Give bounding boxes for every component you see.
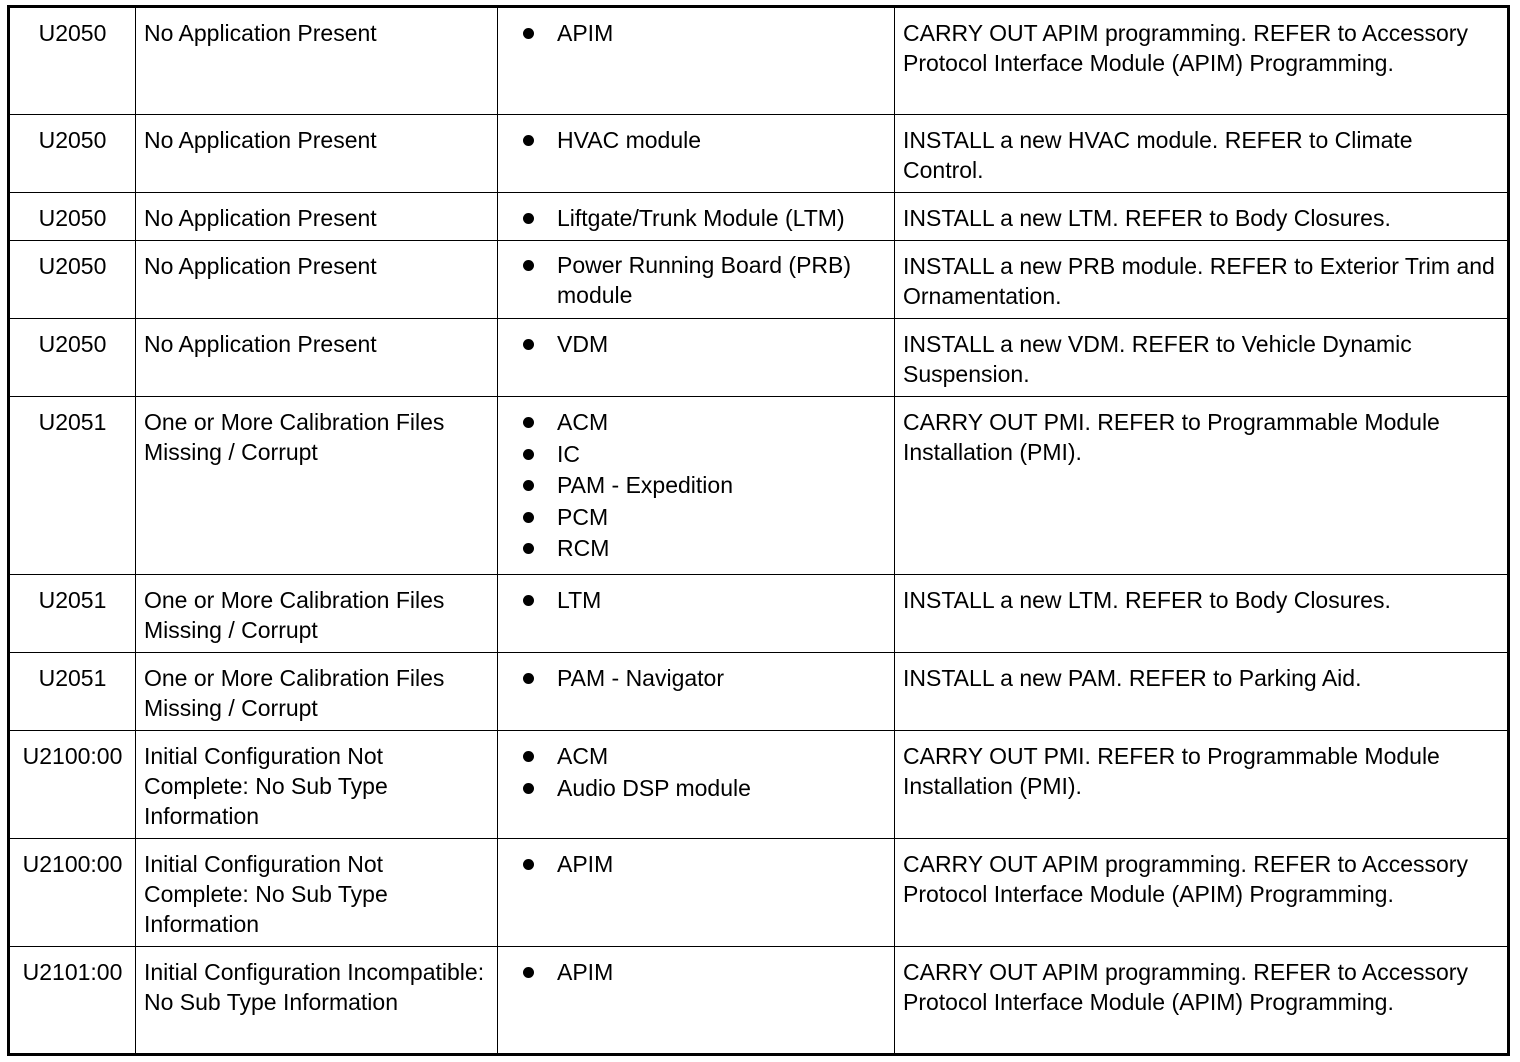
module-item: VDM: [523, 328, 886, 361]
dtc-description: No Application Present: [136, 7, 498, 115]
action-text: CARRY OUT APIM programming. REFER to Accessory Protocol Interface Module (APIM) Programming.: [895, 7, 1509, 115]
module-list: [506, 406, 886, 565]
dtc-code: U2050: [9, 7, 136, 115]
dtc-description: One or More Calibration Files Missing / Corrupt: [136, 653, 498, 731]
action-text: CARRY OUT APIM programming. REFER to Accessory Protocol Interface Module (APIM) Programming.: [895, 839, 1509, 947]
table-row: [9, 241, 1509, 319]
dtc-code: U2101:00: [9, 947, 136, 1055]
module-list-cell: [498, 397, 895, 575]
action-text: INSTALL a new PAM. REFER to Parking Aid.: [895, 653, 1509, 731]
module-list: [506, 956, 886, 989]
module-item: ACM: [523, 406, 886, 439]
module-list-cell: [498, 839, 895, 947]
module-list-cell: [498, 7, 895, 115]
dtc-description: No Application Present: [136, 241, 498, 319]
module-list: [506, 124, 886, 157]
module-item: ACM: [523, 740, 886, 773]
module-item: HVAC module: [523, 124, 886, 157]
module-list-cell: [498, 193, 895, 241]
module-item: APIM: [523, 956, 886, 989]
dtc-code: U2050: [9, 193, 136, 241]
module-item: Power Running Board (PRB) module: [523, 250, 886, 310]
action-text: INSTALL a new PRB module. REFER to Exterior Trim and Ornamentation.: [895, 241, 1509, 319]
dtc-description: No Application Present: [136, 115, 498, 193]
module-list-cell: [498, 653, 895, 731]
module-list-cell: [498, 319, 895, 397]
table-row: [9, 947, 1509, 1055]
module-list-cell: [498, 947, 895, 1055]
action-text: CARRY OUT APIM programming. REFER to Accessory Protocol Interface Module (APIM) Programming.: [895, 947, 1509, 1055]
action-text: CARRY OUT PMI. REFER to Programmable Module Installation (PMI).: [895, 397, 1509, 575]
module-item: PCM: [523, 501, 886, 534]
module-item: LTM: [523, 584, 886, 617]
module-list-cell: [498, 115, 895, 193]
table-row: [9, 397, 1509, 575]
dtc-description: No Application Present: [136, 193, 498, 241]
dtc-code: U2050: [9, 241, 136, 319]
module-list: [506, 848, 886, 881]
dtc-description: Initial Configuration Not Complete: No Sub Type Information: [136, 839, 498, 947]
module-list: [506, 202, 886, 235]
module-item: IC: [523, 438, 886, 471]
table-row: [9, 839, 1509, 947]
dtc-description: One or More Calibration Files Missing / Corrupt: [136, 575, 498, 653]
module-list: [506, 328, 886, 361]
table-row: [9, 319, 1509, 397]
module-list: [506, 250, 886, 310]
module-item: APIM: [523, 848, 886, 881]
action-text: CARRY OUT PMI. REFER to Programmable Module Installation (PMI).: [895, 731, 1509, 839]
dtc-description: Initial Configuration Not Complete: No Sub Type Information: [136, 731, 498, 839]
table-row: [9, 653, 1509, 731]
module-item: Liftgate/Trunk Module (LTM): [523, 202, 886, 235]
dtc-chart-page: [7, 5, 1507, 1056]
module-item: PAM - Expedition: [523, 469, 886, 502]
module-list-cell: [498, 241, 895, 319]
action-text: INSTALL a new LTM. REFER to Body Closures.: [895, 575, 1509, 653]
table-row: [9, 7, 1509, 115]
dtc-code: U2100:00: [9, 731, 136, 839]
dtc-code: U2051: [9, 397, 136, 575]
module-item: PAM - Navigator: [523, 662, 886, 695]
table-row: [9, 575, 1509, 653]
table-row: [9, 193, 1509, 241]
dtc-code: U2050: [9, 319, 136, 397]
dtc-code: U2050: [9, 115, 136, 193]
module-list: [506, 740, 886, 804]
action-text: INSTALL a new HVAC module. REFER to Climate Control.: [895, 115, 1509, 193]
dtc-code: U2051: [9, 575, 136, 653]
action-text: INSTALL a new VDM. REFER to Vehicle Dynamic Suspension.: [895, 319, 1509, 397]
dtc-description: One or More Calibration Files Missing / Corrupt: [136, 397, 498, 575]
module-item: RCM: [523, 532, 886, 565]
dtc-table: [7, 5, 1510, 1056]
module-list: [506, 662, 886, 695]
table-row: [9, 731, 1509, 839]
module-list: [506, 17, 886, 50]
dtc-description: No Application Present: [136, 319, 498, 397]
dtc-code: U2100:00: [9, 839, 136, 947]
dtc-code: U2051: [9, 653, 136, 731]
module-item: APIM: [523, 17, 886, 50]
table-row: [9, 115, 1509, 193]
module-list: [506, 584, 886, 617]
module-list-cell: [498, 575, 895, 653]
dtc-description: Initial Configuration Incompatible: No Sub Type Information: [136, 947, 498, 1055]
module-list-cell: [498, 731, 895, 839]
action-text: INSTALL a new LTM. REFER to Body Closures.: [895, 193, 1509, 241]
module-item: Audio DSP module: [523, 772, 886, 805]
